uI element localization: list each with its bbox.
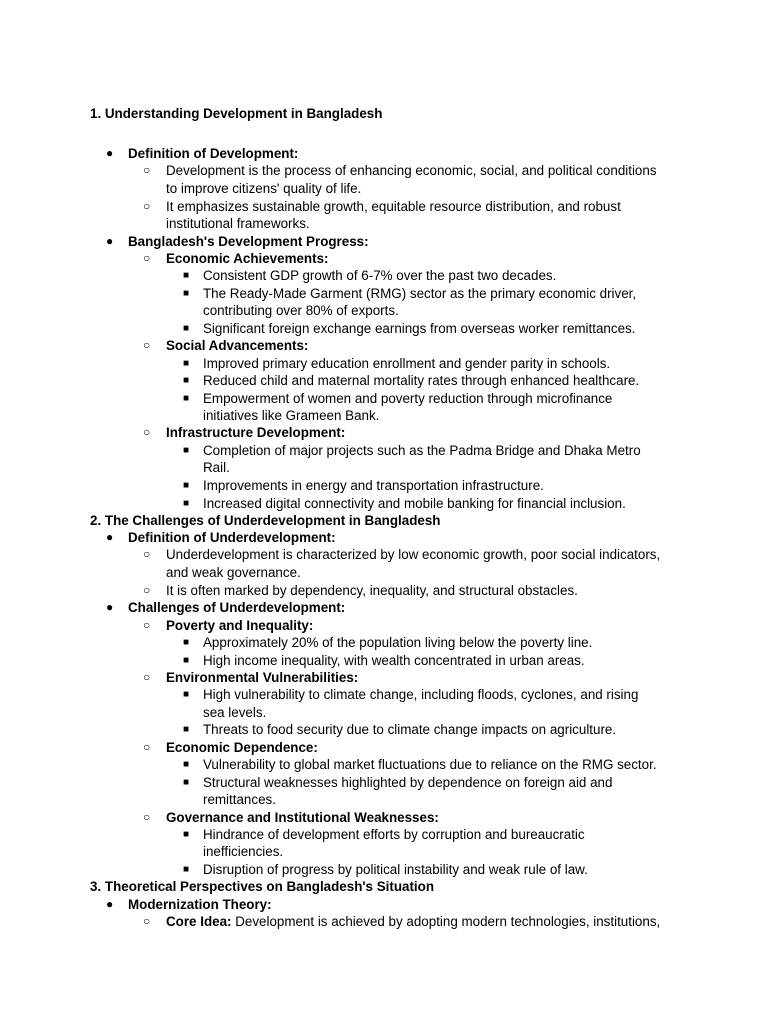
list-text: Improved primary education enrollment and gender parity in schools. — [203, 356, 611, 371]
item-label: Governance and Institutional Weaknesses: — [166, 810, 439, 825]
square-bullet-icon: ■ — [183, 358, 190, 369]
square-bullet-icon: ■ — [183, 498, 190, 509]
square-bullet-icon: ■ — [183, 829, 190, 840]
square-bullet-icon: ■ — [183, 270, 190, 281]
disc-bullet-icon: ● — [106, 234, 114, 248]
item-label: Modernization Theory: — [128, 897, 272, 912]
list-text: initiatives like Grameen Bank. — [203, 408, 380, 423]
section-3-heading: 3. Theoretical Perspectives on Bangladesh's Situation — [90, 879, 435, 894]
circle-bullet-icon: ○ — [143, 670, 151, 684]
square-bullet-icon: ■ — [183, 323, 190, 334]
circle-bullet-icon: ○ — [143, 547, 151, 561]
disc-bullet-icon: ● — [106, 600, 114, 614]
square-bullet-icon: ■ — [183, 375, 190, 386]
list-text: Underdevelopment is characterized by low economic growth, poor social indicators, — [166, 547, 661, 562]
circle-bullet-icon: ○ — [143, 251, 151, 265]
item-label: Challenges of Underdevelopment: — [128, 600, 346, 615]
square-bullet-icon: ■ — [183, 864, 190, 875]
list-text: Empowerment of women and poverty reduction through microfinance — [203, 391, 613, 406]
section-1-heading: 1. Understanding Development in Bangladesh — [90, 106, 383, 121]
list-text: Consistent GDP growth of 6-7% over the past two decades. — [203, 268, 557, 283]
list-text: High income inequality, with wealth concentrated in urban areas. — [203, 653, 585, 668]
square-bullet-icon: ■ — [183, 393, 190, 404]
list-text: Significant foreign exchange earnings from overseas worker remittances. — [203, 321, 636, 336]
list-text: Threats to food security due to climate change impacts on agriculture. — [203, 722, 617, 737]
list-text: remittances. — [203, 792, 276, 807]
list-text: Improvements in energy and transportation infrastructure. — [203, 478, 544, 493]
list-text: It emphasizes sustainable growth, equitable resource distribution, and robust — [166, 199, 621, 214]
list-text: High vulnerability to climate change, including floods, cyclones, and rising — [203, 687, 639, 702]
circle-bullet-icon: ○ — [143, 163, 151, 177]
list-text: inefficiencies. — [203, 844, 284, 859]
item-label: Environmental Vulnerabilities: — [166, 670, 359, 685]
circle-bullet-icon: ○ — [143, 338, 151, 352]
square-bullet-icon: ■ — [183, 637, 190, 648]
square-bullet-icon: ■ — [183, 689, 190, 700]
item-label: Social Advancements: — [166, 338, 309, 353]
item-label: Definition of Underdevelopment: — [128, 530, 336, 545]
list-text: Reduced child and maternal mortality rates through enhanced healthcare. — [203, 373, 640, 388]
square-bullet-icon: ■ — [183, 288, 190, 299]
list-text: Completion of major projects such as the Padma Bridge and Dhaka Metro — [203, 443, 641, 458]
list-text-with-label — [166, 913, 660, 930]
square-bullet-icon: ■ — [183, 655, 190, 666]
item-label: Core Idea: — [166, 914, 232, 929]
circle-bullet-icon: ○ — [143, 740, 151, 754]
square-bullet-icon: ■ — [183, 445, 190, 456]
circle-bullet-icon: ○ — [143, 618, 151, 632]
disc-bullet-icon: ● — [106, 897, 114, 911]
item-label: Infrastructure Development: — [166, 425, 346, 440]
list-text: Structural weaknesses highlighted by dependence on foreign aid and — [203, 775, 613, 790]
item-label: Bangladesh's Development Progress: — [128, 234, 369, 249]
disc-bullet-icon: ● — [106, 530, 114, 544]
list-text: institutional frameworks. — [166, 216, 310, 231]
list-text: Development is the process of enhancing economic, social, and political conditions — [166, 163, 657, 178]
list-text: to improve citizens' quality of life. — [166, 181, 362, 196]
circle-bullet-icon: ○ — [143, 199, 151, 213]
list-text: Vulnerability to global market fluctuations due to reliance on the RMG sector. — [203, 757, 657, 772]
square-bullet-icon: ■ — [183, 777, 190, 788]
list-text: It is often marked by dependency, inequality, and structural obstacles. — [166, 583, 578, 598]
list-text: Rail. — [203, 460, 230, 475]
item-label: Poverty and Inequality: — [166, 618, 314, 633]
list-text: Development is achieved by adopting modern technologies, institutions, — [231, 914, 661, 929]
circle-bullet-icon: ○ — [143, 810, 151, 824]
item-label: Definition of Development: — [128, 146, 299, 161]
list-text: Hindrance of development efforts by corruption and bureaucratic — [203, 827, 585, 842]
circle-bullet-icon: ○ — [143, 425, 151, 439]
square-bullet-icon: ■ — [183, 759, 190, 770]
square-bullet-icon: ■ — [183, 480, 190, 491]
list-text: contributing over 80% of exports. — [203, 303, 399, 318]
item-label: Economic Achievements: — [166, 251, 329, 266]
list-text: Increased digital connectivity and mobile banking for financial inclusion. — [203, 496, 626, 511]
list-text: and weak governance. — [166, 565, 301, 580]
circle-bullet-icon: ○ — [143, 583, 151, 597]
item-label: Economic Dependence: — [166, 740, 318, 755]
circle-bullet-icon: ○ — [143, 914, 151, 928]
square-bullet-icon: ■ — [183, 724, 190, 735]
list-text: Approximately 20% of the population living below the poverty line. — [203, 635, 593, 650]
disc-bullet-icon: ● — [106, 146, 114, 160]
section-2-heading: 2. The Challenges of Underdevelopment in Bangladesh — [90, 513, 441, 528]
list-text: The Ready-Made Garment (RMG) sector as the primary economic driver, — [203, 286, 637, 301]
list-text: Disruption of progress by political instability and weak rule of law. — [203, 862, 588, 877]
list-text: sea levels. — [203, 705, 267, 720]
